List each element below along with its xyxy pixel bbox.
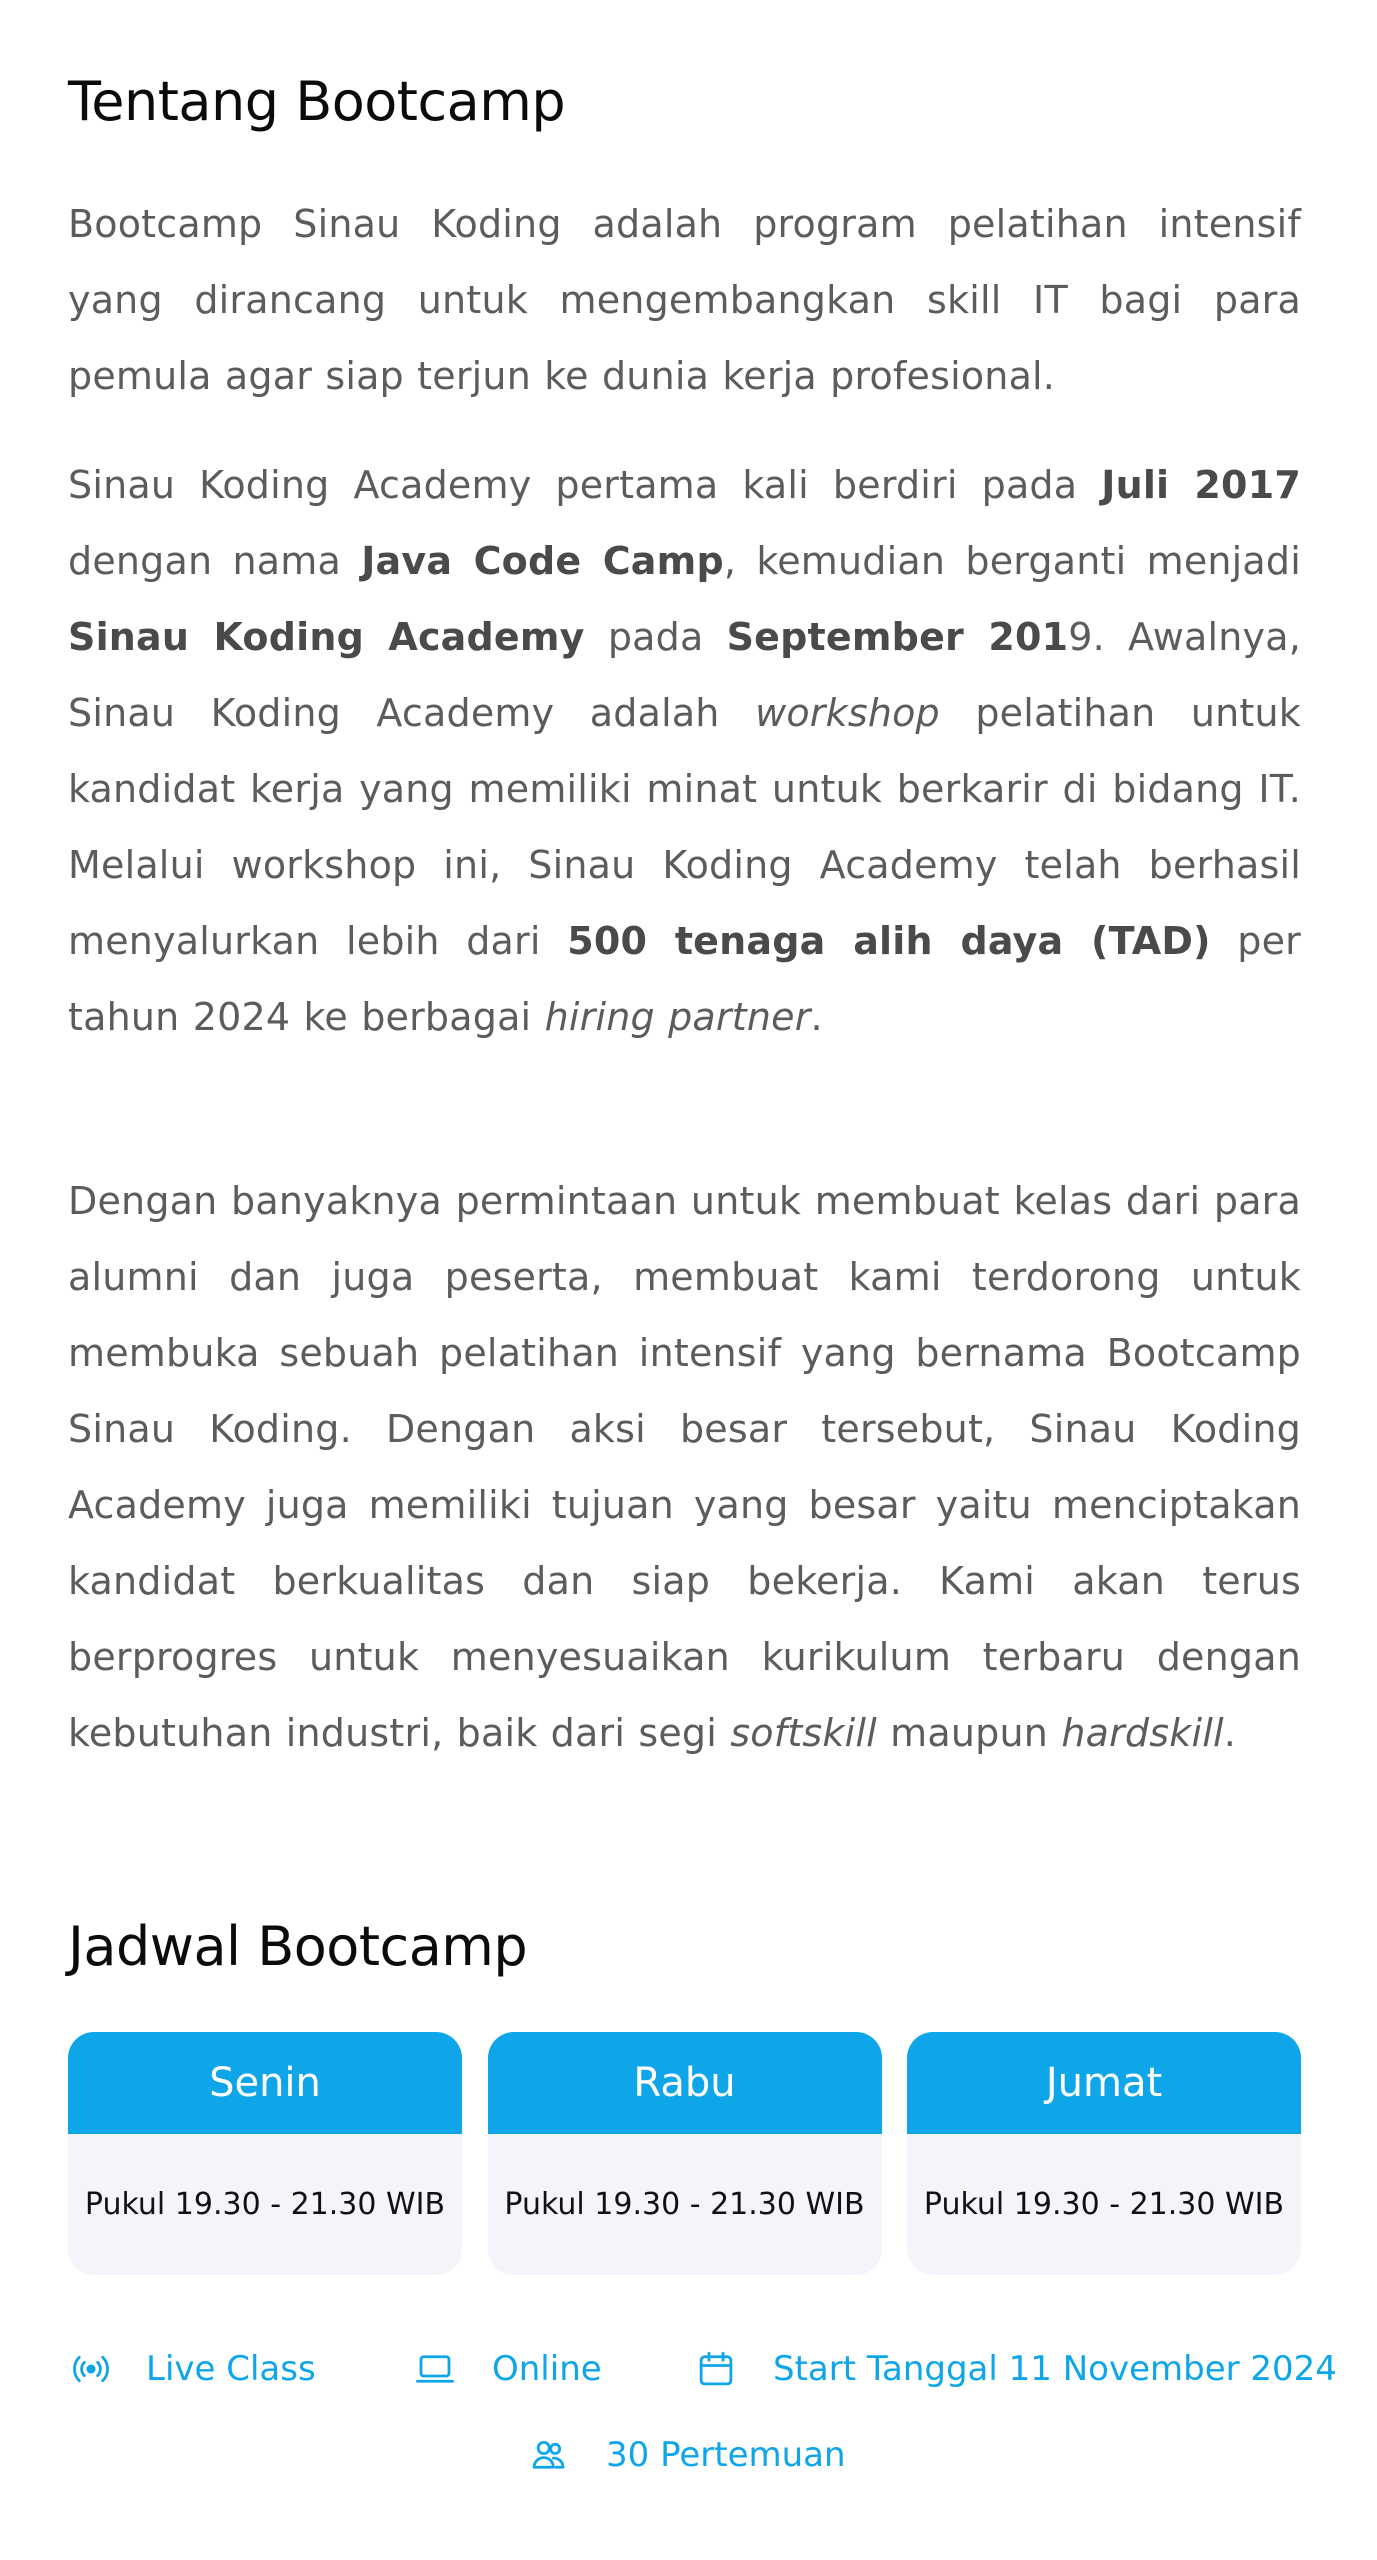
text-span: pada bbox=[584, 615, 727, 659]
info-start-date bbox=[695, 2348, 1337, 2390]
section-title-schedule: Jadwal Bootcamp bbox=[68, 1915, 528, 1978]
text-span: 9. Awalnya, Sinau Koding Academy adalah bbox=[68, 615, 1301, 735]
bold-current-name: Sinau Koding Academy bbox=[68, 615, 585, 659]
italic-hardskill: hardskill bbox=[1061, 1711, 1224, 1755]
bold-founded-date: Juli 2017 bbox=[1101, 463, 1301, 507]
italic-workshop: workshop bbox=[755, 691, 940, 735]
schedule-day: Senin bbox=[68, 2032, 462, 2134]
schedule-card-friday bbox=[907, 2032, 1301, 2275]
text-span: Sinau Koding Academy pertama kali berdiri pada bbox=[68, 463, 1102, 507]
text-span: pelatihan untuk kandidat kerja yang memiliki minat untuk berkarir di bidang IT. Melalui workshop ini, Sinau Koding Academy telah berhasil menyalurkan lebih dari bbox=[68, 691, 1301, 963]
laptop-icon bbox=[414, 2348, 456, 2390]
schedule-time: Pukul 19.30 - 21.30 WIB bbox=[504, 2187, 865, 2222]
info-label: Online bbox=[492, 2349, 602, 2389]
info-live-class bbox=[70, 2348, 316, 2390]
text-span: . bbox=[810, 995, 823, 1039]
text-span: per tahun 2024 ke berbagai bbox=[68, 919, 1301, 1039]
schedule-time: Pukul 19.30 - 21.30 WIB bbox=[923, 2187, 1285, 2222]
about-paragraph-1: Bootcamp Sinau Koding adalah program pelatihan intensif yang dirancang untuk mengembangkan skill IT bagi para pemula agar siap terjun ke dunia kerja profesional. bbox=[68, 202, 1301, 398]
info-label: Start Tanggal 11 November 2024 bbox=[773, 2349, 1337, 2389]
info-meetings bbox=[528, 2434, 846, 2476]
users-icon bbox=[528, 2434, 570, 2476]
bold-former-name: Java Code Camp bbox=[361, 539, 724, 583]
section-title-about: Tentang Bootcamp bbox=[68, 70, 566, 133]
schedule-time: Pukul 19.30 - 21.30 WIB bbox=[84, 2187, 446, 2222]
calendar-icon bbox=[695, 2348, 737, 2390]
text-span: dengan nama bbox=[68, 539, 362, 583]
broadcast-icon bbox=[70, 2348, 112, 2390]
bold-rename-date: September 201 bbox=[726, 615, 1069, 659]
text-span: Dengan banyaknya permintaan untuk membuat kelas dari para alumni dan juga peserta, membuat kami terdorong untuk membuka sebuah pelatihan intensif yang bernama Bootcamp Sinau Koding. Dengan aksi besar tersebut, Sinau Koding Academy juga memiliki tujuan yang besar yaitu menciptakan kandidat berkualitas dan siap bekerja. Kami akan terus berprogres untuk menyesuaikan kurikulum terbaru dengan kebutuhan industri, baik dari segi bbox=[68, 1179, 1301, 1755]
about-paragraph-3 bbox=[68, 1163, 1301, 1771]
bold-tad-count: 500 tenaga alih daya (TAD) bbox=[567, 919, 1211, 963]
schedule-day: Jumat bbox=[907, 2032, 1301, 2134]
italic-hiring-partner: hiring partner bbox=[544, 995, 811, 1039]
about-paragraph-2 bbox=[68, 447, 1301, 1055]
schedule-cards bbox=[68, 2032, 1301, 2275]
text-span: . bbox=[1223, 1711, 1237, 1755]
italic-softskill: softskill bbox=[730, 1711, 877, 1755]
schedule-day: Rabu bbox=[488, 2032, 882, 2134]
schedule-card-monday bbox=[68, 2032, 462, 2275]
info-label: Live Class bbox=[146, 2349, 316, 2389]
info-label: 30 Pertemuan bbox=[606, 2435, 846, 2475]
info-online bbox=[414, 2348, 602, 2390]
text-span: maupun bbox=[876, 1711, 1062, 1755]
schedule-card-wednesday bbox=[488, 2032, 882, 2275]
text-span: , kemudian berganti menjadi bbox=[723, 539, 1301, 583]
